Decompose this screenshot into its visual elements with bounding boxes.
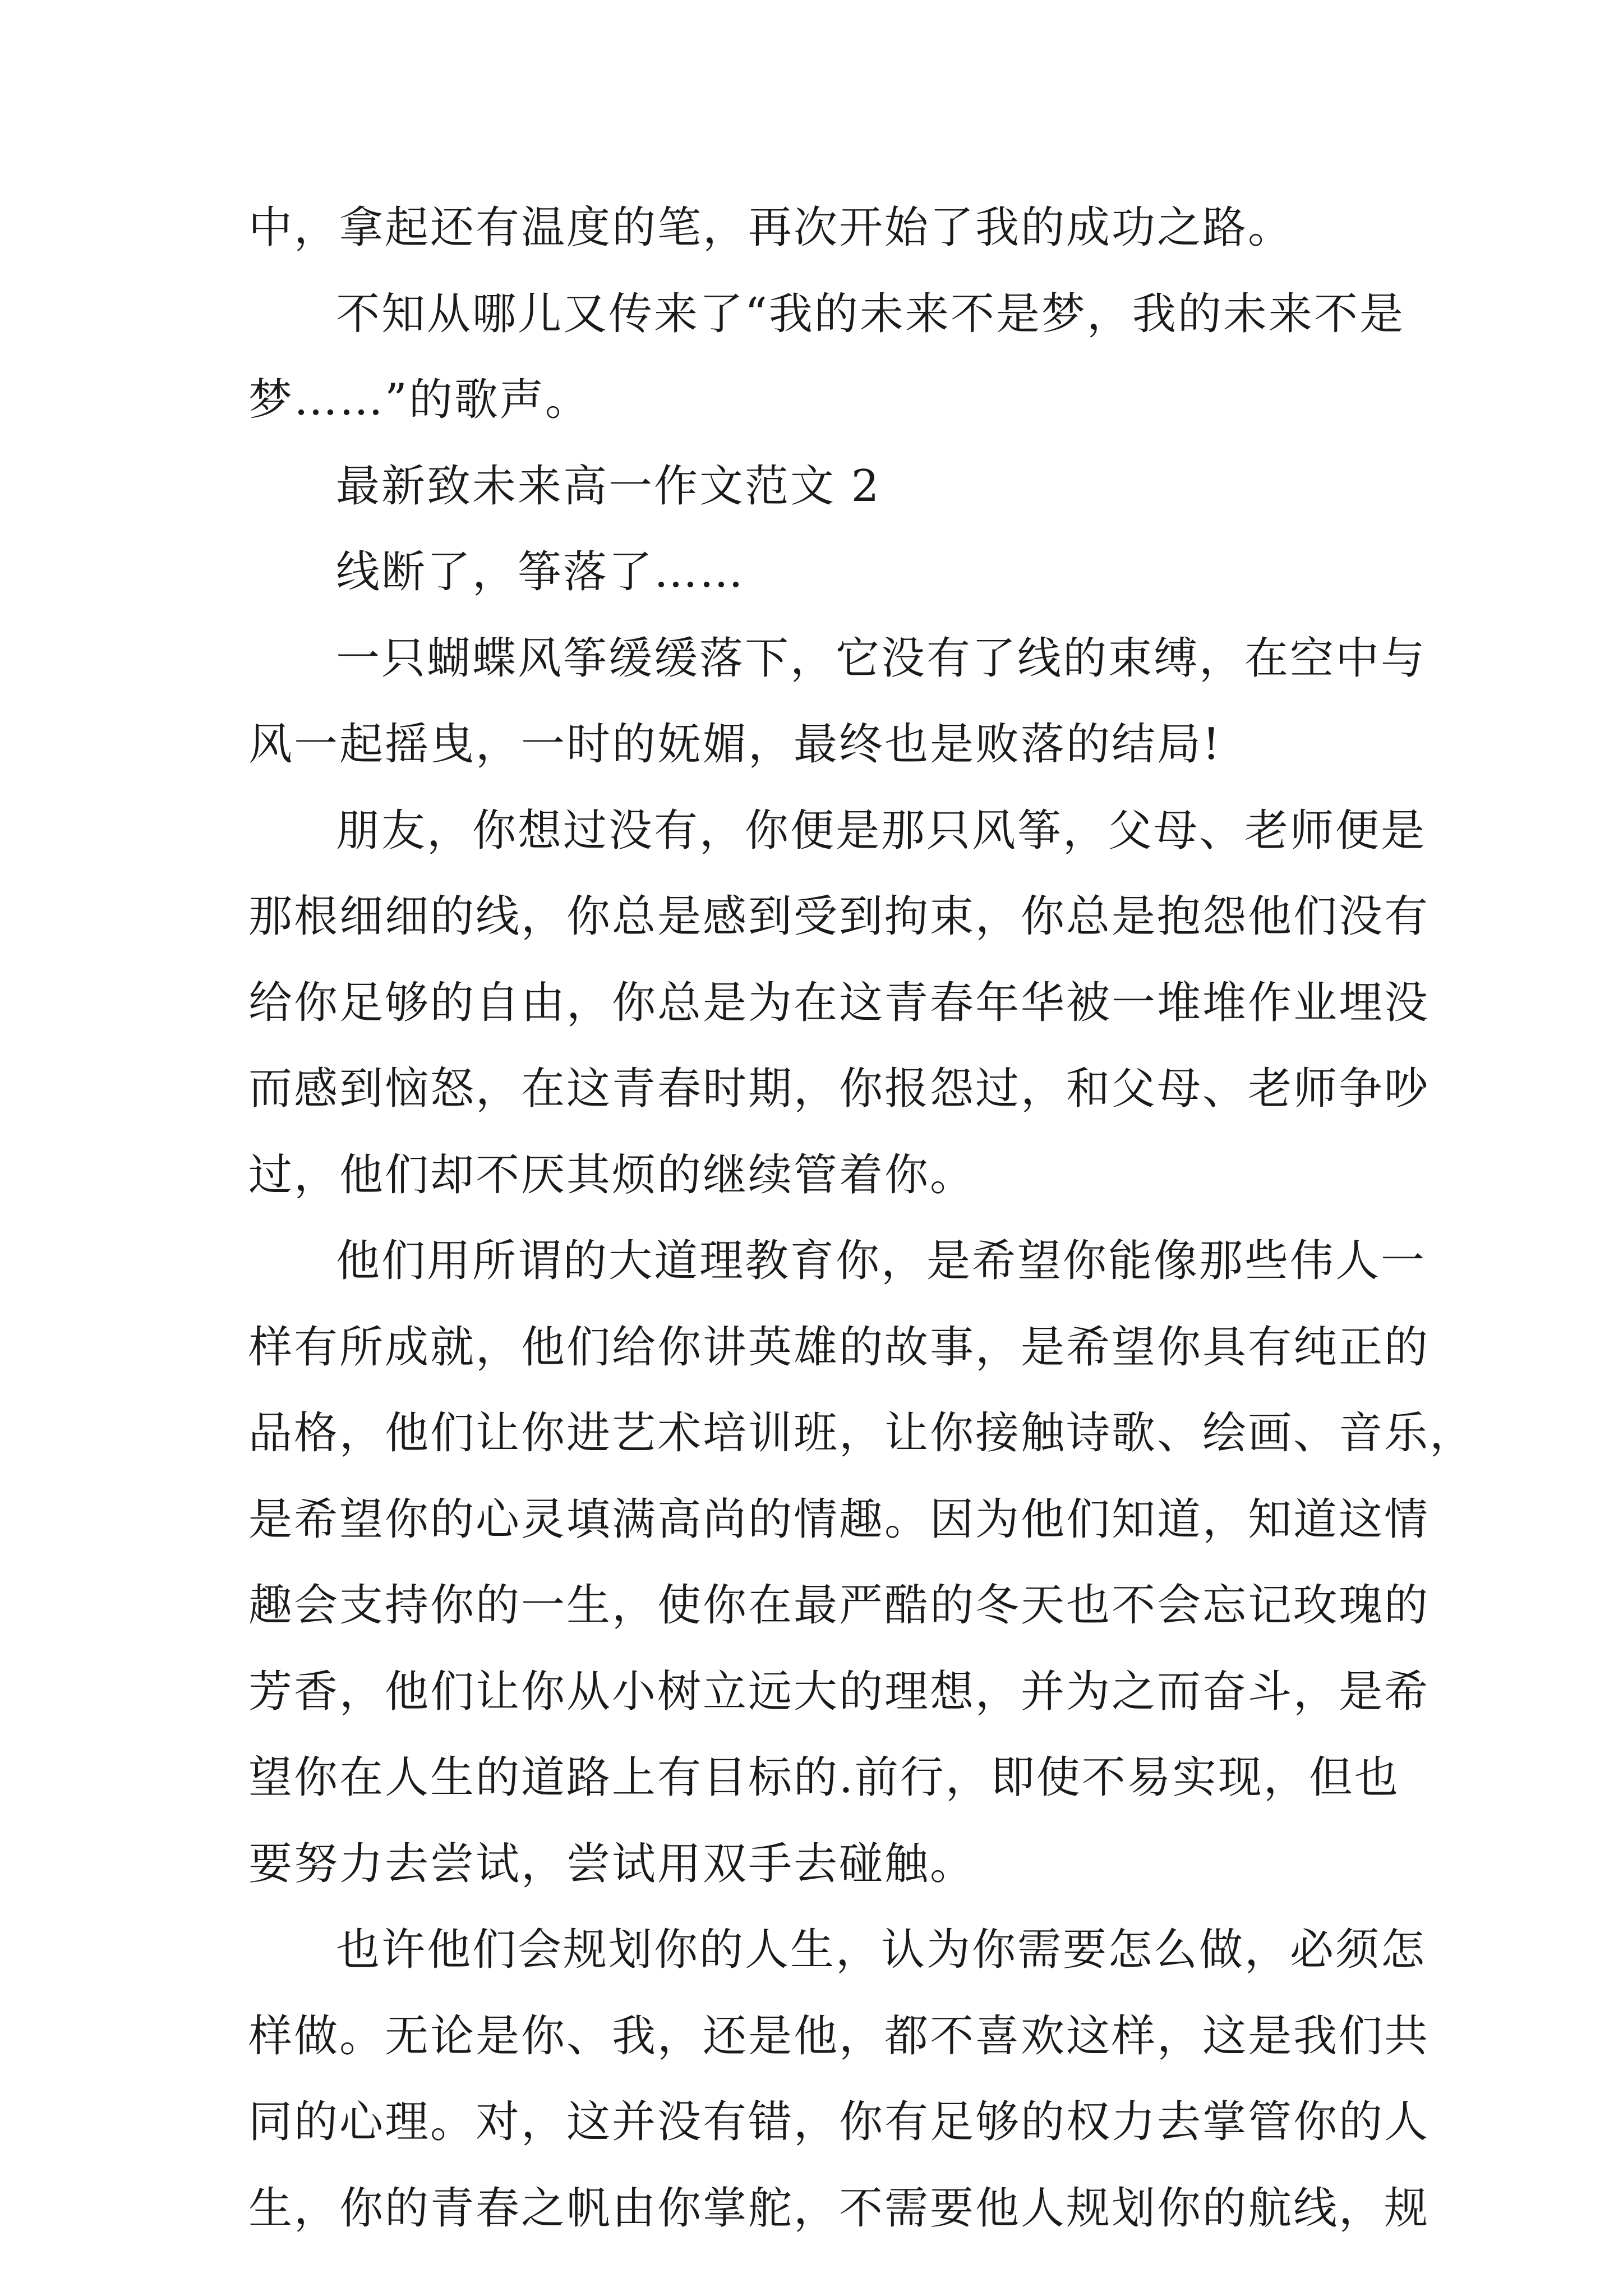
- text-line: 要努力去尝试，尝试用双手去碰触。: [248, 1838, 976, 1889]
- text-line: 中，拿起还有温度的笔，再次开始了我的成功之路。: [248, 203, 1294, 253]
- essay-text: [248, 185, 1476, 2252]
- text-line: 那根细细的线，你总是感到受到拘束，你总是抱怨他们没有: [248, 891, 1430, 942]
- text-line: 梦……”的歌声。: [248, 375, 591, 425]
- text-line: 不知从哪儿又传来了“我的未来不是梦，我的未来不是: [336, 288, 1405, 339]
- text-line: 过，他们却不厌其烦的继续管着你。: [248, 1149, 976, 1200]
- text-line: 样有所成就，他们给你讲英雄的故事，是希望你具有纯正的: [248, 1322, 1430, 1373]
- text-line: 也许他们会规划你的人生，认为你需要怎么做，必须怎: [336, 1925, 1427, 1975]
- text-line: 样做。无论是你、我，还是他，都不喜欢这样，这是我们共: [248, 2010, 1430, 2062]
- text-line: 芳香，他们让你从小树立远大的理想，并为之而奋斗，是希: [248, 1666, 1430, 1717]
- text-line: 给你足够的自由，你总是为在这青春年华被一堆堆作业埋没: [248, 977, 1430, 1028]
- text-line: 而感到恼怒，在这青春时期，你报怨过，和父母、老师争吵: [248, 1064, 1430, 1114]
- text-line: 望你在人生的道路上有目标的.前行，即使不易实现，但也: [248, 1752, 1400, 1803]
- text-line: 最新致未来高一作文范文 2: [336, 461, 881, 512]
- text-line: 生，你的青春之帆由你掌舵，不需要他人规划你的航线，规: [248, 2183, 1430, 2234]
- text-line: 一只蝴蝶风筝缓缓落下，它没有了线的束缚，在空中与: [336, 633, 1427, 684]
- text-line: 风一起摇曳，一时的妩媚，最终也是败落的结局!: [248, 719, 1222, 770]
- text-line: 品格，他们让你进艺术培训班，让你接触诗歌、绘画、音乐，: [248, 1408, 1476, 1458]
- text-line: 趣会支持你的一生，使你在最严酷的冬天也不会忘记玫瑰的: [248, 1580, 1430, 1631]
- text-line: 他们用所谓的大道理教育你，是希望你能像那些伟人一: [336, 1236, 1427, 1286]
- text-line: 朋友，你想过没有，你便是那只风筝，父母、老师便是: [336, 805, 1427, 856]
- text-line: 线断了，筝落了……: [336, 547, 745, 597]
- text-line: 是希望你的心灵填满高尚的情趣。因为他们知道，知道这情: [248, 1494, 1430, 1545]
- text-line: 同的心理。对，这并没有错，你有足够的权力去掌管你的人: [248, 2097, 1430, 2147]
